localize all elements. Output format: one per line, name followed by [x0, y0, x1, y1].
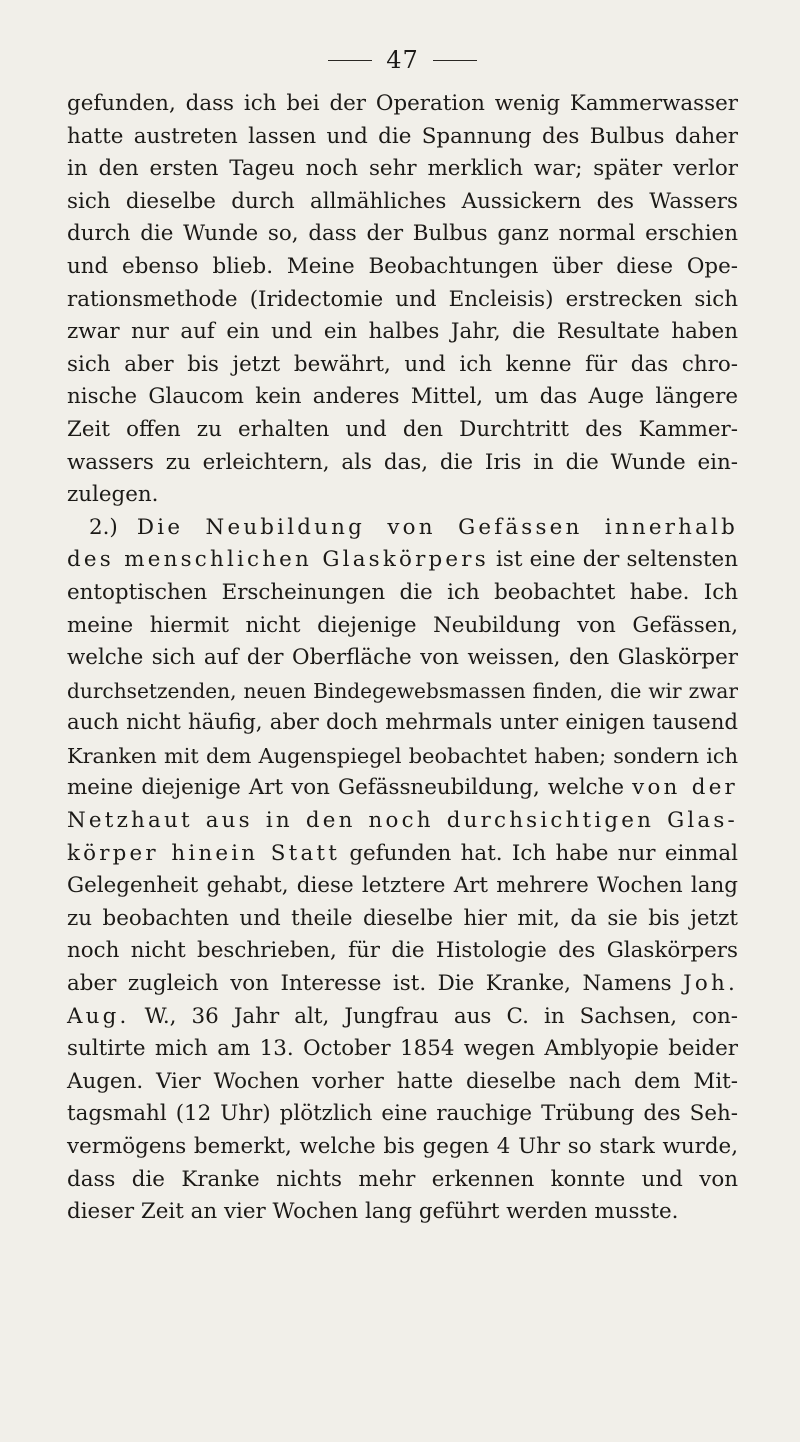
text-line: 2.) Die Neubildung von Gefässen innerhalb	[89, 514, 738, 540]
text-line: durchsetzenden, neuen Bindegewebsmassen finden, die wir zwar	[67, 678, 738, 703]
text-line: gefunden, dass ich bei der Operation wenig Kammerwasser	[67, 91, 738, 116]
text-line: tagsmahl (12 Uhr) plötzlich eine rauchige Trübung des Seh-	[67, 1101, 738, 1127]
text-line: durch die Wunde so, dass der Bulbus ganz normal erschien	[67, 221, 738, 247]
emphasis-spaced: körper hinein Statt	[67, 840, 341, 866]
text-line: zwar nur auf ein und ein halbes Jahr, die Resultate haben	[67, 319, 738, 345]
text-line: meine hiermit nicht diejenige Neubildung von Gefässen,	[67, 612, 738, 638]
text-line: Aug. W., 36 Jahr alt, Jungfrau aus C. in Sachsen, con-	[67, 1003, 738, 1029]
text-line: in den ersten Tageu noch sehr merklich war; später verlor	[67, 156, 738, 182]
text-line: welche sich auf der Oberfläche von weissen, den Glaskörper	[67, 645, 738, 671]
text-line: sich dieselbe durch allmähliches Aussickern des Wassers	[67, 188, 738, 214]
text-line: Gelegenheit gehabt, diese letztere Art mehrere Wochen lang	[67, 873, 738, 899]
text-line: meine diejenige Art von Gefässneubildung, welche von der	[67, 775, 738, 801]
text-line: entoptischen Erscheinungen die ich beobachtet habe. Ich	[67, 579, 738, 605]
emphasis-spaced: Netzhaut aus in den noch durchsichtigen Glas-	[67, 808, 738, 834]
text-line: sich aber bis jetzt bewährt, und ich kenne für das chro-	[67, 351, 738, 377]
header-rule-right	[433, 60, 477, 61]
text-line: und ebenso blieb. Meine Beobachtungen über diese Ope-	[67, 253, 738, 279]
page-header	[67, 42, 738, 78]
emphasis-spaced: des menschlichen Glaskörpers	[67, 547, 489, 573]
text-line: des menschlichen Glaskörpers ist eine der seltensten	[67, 547, 738, 573]
text-line: vermögens bemerkt, welche bis gegen 4 Uhr so stark wurde,	[67, 1134, 738, 1159]
text-line: dieser Zeit an vier Wochen lang geführt werden musste.	[67, 1199, 679, 1225]
text-line: noch nicht beschrieben, für die Histologie des Glaskörpers	[67, 938, 738, 964]
text-line: dass die Kranke nichts mehr erkennen konnte und von	[67, 1166, 738, 1192]
text-line: auch nicht häufig, aber doch mehrmals unter einigen tausend	[67, 710, 738, 736]
text-line: wassers zu erleichtern, als das, die Iris in die Wunde ein-	[67, 449, 738, 475]
text-line: hatte austreten lassen und die Spannung des Bulbus daher	[67, 123, 738, 149]
text-line: Zeit offen zu erhalten und den Durchtritt des Kammer-	[67, 416, 738, 442]
emphasis-spaced: von der	[632, 775, 738, 801]
text-line: aber zugleich von Interesse ist. Die Kranke, Namens Joh.	[67, 971, 738, 997]
emphasis-spaced: Joh.	[683, 971, 738, 997]
text-line: körper hinein Statt gefunden hat. Ich habe nur einmal	[67, 840, 738, 866]
page-number: 47	[386, 46, 419, 74]
body-text	[67, 88, 738, 1229]
emphasis-spaced: Aug.	[67, 1003, 130, 1029]
text-line: Augen. Vier Wochen vorher hatte dieselbe nach dem Mit-	[67, 1068, 738, 1094]
text-line: Kranken mit dem Augenspiegel beobachtet haben; sondern ich	[67, 743, 738, 768]
text-line: zulegen.	[67, 482, 159, 508]
emphasis-spaced: Die Neubildung von Gefässen innerhalb	[136, 514, 738, 540]
text-line: sultirte mich am 13. October 1854 wegen Amblyopie beider	[67, 1036, 738, 1062]
text-line: nische Glaucom kein anderes Mittel, um das Auge längere	[67, 384, 738, 410]
text-line	[67, 805, 738, 838]
text-line: rationsmethode (Iridectomie und Encleisis) erstrecken sich	[67, 286, 738, 312]
header-rule-left	[328, 60, 372, 61]
text-line: zu beobachten und theile dieselbe hier mit, da sie bis jetzt	[67, 905, 738, 931]
